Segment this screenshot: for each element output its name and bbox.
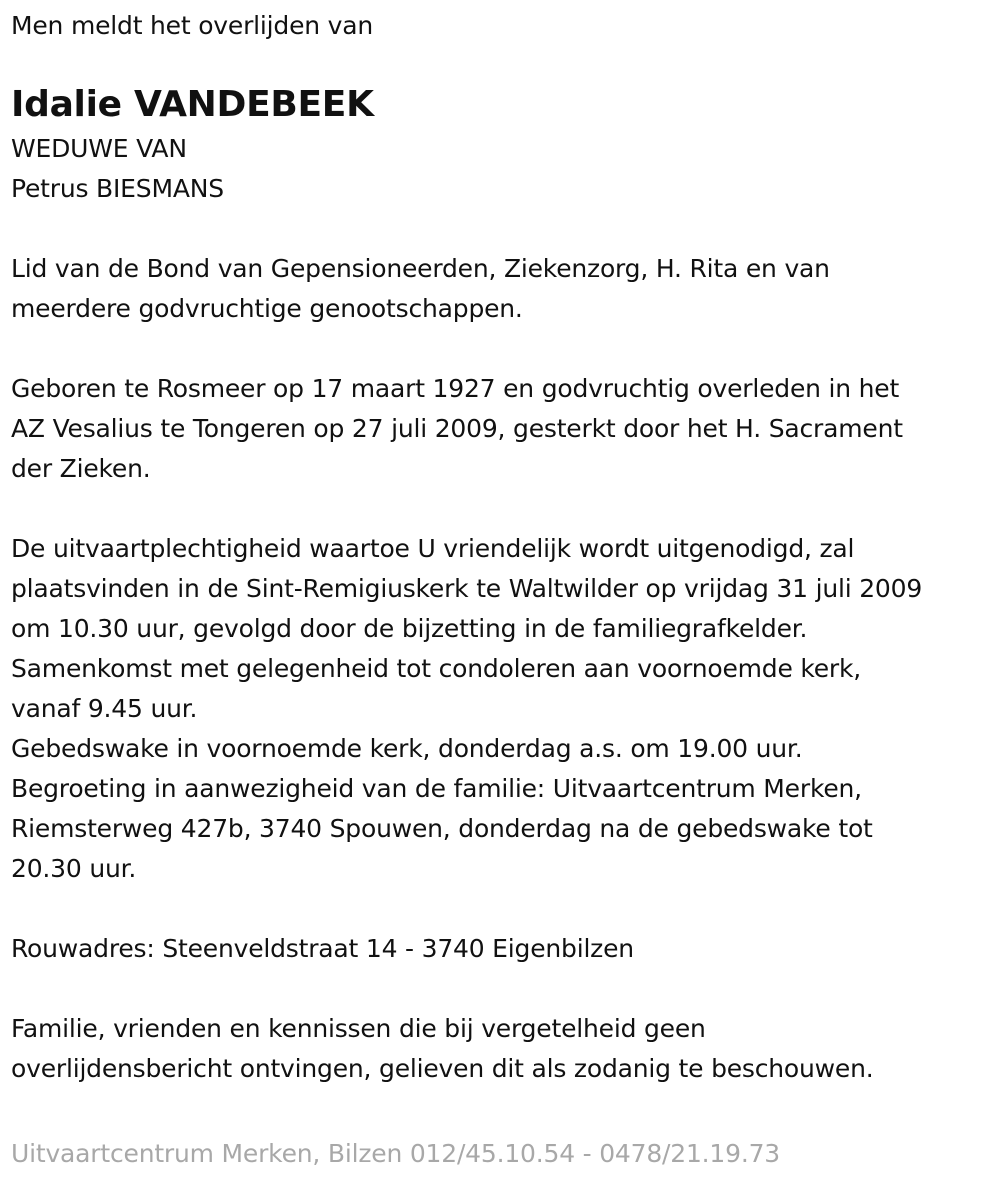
mourning-address: Rouwadres: Steenveldstraat 14 - 3740 Eigenbilzen (11, 934, 634, 963)
paragraph-line: 20.30 uur. (11, 854, 137, 883)
birth-death-paragraph (11, 369, 996, 489)
paragraph-line: AZ Vesalius te Tongeren op 27 juli 2009, gesterkt door het H. Sacrament (11, 414, 903, 443)
paragraph-line: overlijdensbericht ontvingen, gelieven dit als zodanig te beschouwen. (11, 1054, 874, 1083)
paragraph-line: Geboren te Rosmeer op 17 maart 1927 en godvruchtig overleden in het (11, 374, 900, 403)
funeral-home-footer: Uitvaartcentrum Merken, Bilzen 012/45.10.54 - 0478/21.19.73 (11, 1139, 780, 1168)
paragraph-line: De uitvaartplechtigheid waartoe U vriendelijk wordt uitgenodigd, zal (11, 534, 855, 563)
spacer (11, 329, 996, 369)
death-notice (11, 8, 996, 1089)
paragraph-line: Familie, vrienden en kennissen die bij vergetelheid geen (11, 1014, 706, 1043)
spacer (11, 209, 996, 249)
paragraph-line: om 10.30 uur, gevolgd door de bijzetting in de familiegrafkelder. (11, 614, 808, 643)
relation-label: WEDUWE VAN (11, 134, 187, 163)
spacer (11, 489, 996, 529)
paragraph-line: vanaf 9.45 uur. (11, 694, 198, 723)
paragraph-line: plaatsvinden in de Sint-Remigiuskerk te Waltwilder op vrijdag 31 juli 2009 (11, 574, 923, 603)
spacer (11, 889, 996, 929)
paragraph-line: der Zieken. (11, 454, 151, 483)
paragraph-line: Riemsterweg 427b, 3740 Spouwen, donderdag na de gebedswake tot (11, 814, 873, 843)
paragraph-line: Begroeting in aanwezigheid van de familie: Uitvaartcentrum Merken, (11, 774, 862, 803)
membership-paragraph (11, 249, 996, 329)
paragraph-line: meerdere godvruchtige genootschappen. (11, 294, 523, 323)
notice-intro: Men meldt het overlijden van (11, 11, 374, 40)
closing-paragraph (11, 1009, 996, 1089)
spouse-name: Petrus BIESMANS (11, 174, 224, 203)
ceremony-paragraph (11, 529, 996, 889)
paragraph-line: Lid van de Bond van Gepensioneerden, Ziekenzorg, H. Rita en van (11, 254, 830, 283)
paragraph-line: Samenkomst met gelegenheid tot condoleren aan voornoemde kerk, (11, 654, 862, 683)
deceased-name: Idalie VANDEBEEK (11, 84, 374, 125)
paragraph-line: Gebedswake in voornoemde kerk, donderdag a.s. om 19.00 uur. (11, 734, 803, 763)
spacer (11, 969, 996, 1009)
